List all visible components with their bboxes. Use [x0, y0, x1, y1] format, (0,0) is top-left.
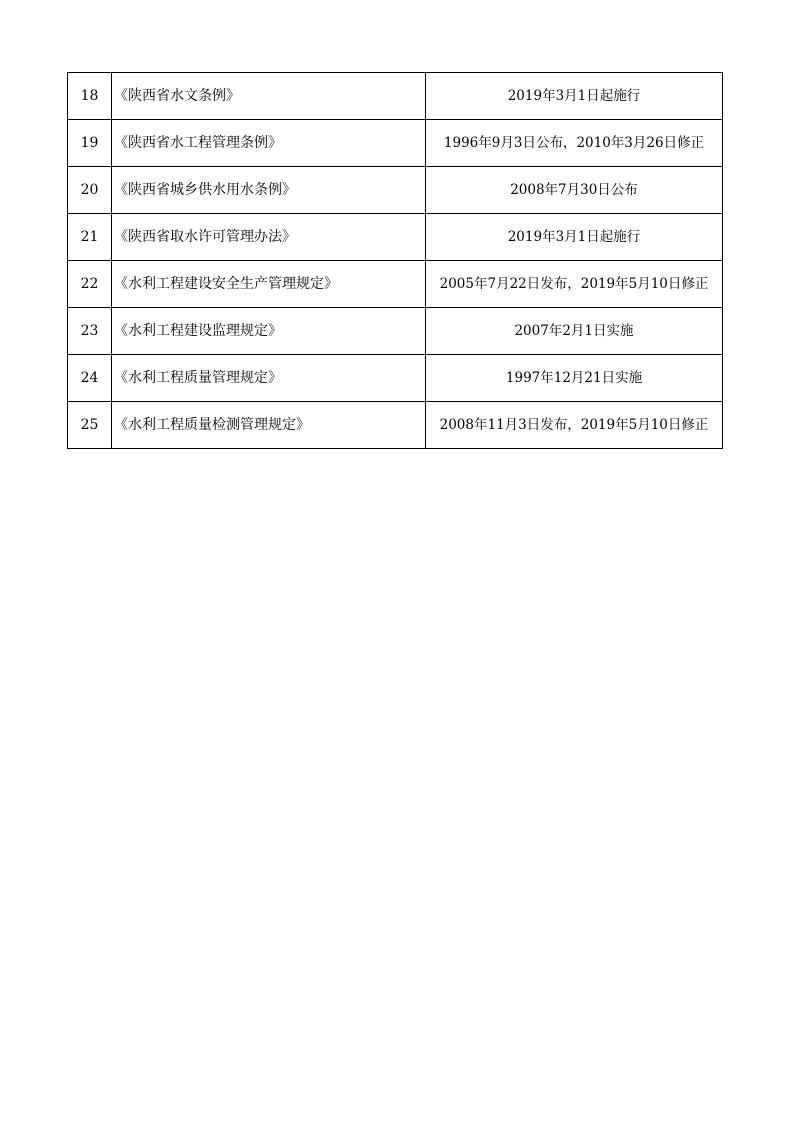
regulation-title: 《水利工程质量管理规定》	[112, 355, 426, 402]
table-row	[68, 214, 723, 261]
effective-date: 1996年9月3日公布，2010年3月26日修正	[426, 120, 723, 167]
row-number: 23	[68, 308, 112, 355]
regulation-title: 《水利工程质量检测管理规定》	[112, 402, 426, 449]
regulation-title: 《陕西省城乡供水用水条例》	[112, 167, 426, 214]
table-row	[68, 120, 723, 167]
row-number: 19	[68, 120, 112, 167]
row-number: 25	[68, 402, 112, 449]
effective-date: 2005年7月22日发布，2019年5月10日修正	[426, 261, 723, 308]
row-number: 20	[68, 167, 112, 214]
table-row	[68, 167, 723, 214]
table-row	[68, 261, 723, 308]
effective-date: 2008年7月30日公布	[426, 167, 723, 214]
regulation-title: 《水利工程建设安全生产管理规定》	[112, 261, 426, 308]
row-number: 24	[68, 355, 112, 402]
regulations-table	[67, 72, 723, 449]
effective-date: 1997年12月21日实施	[426, 355, 723, 402]
regulation-title: 《水利工程建设监理规定》	[112, 308, 426, 355]
effective-date: 2008年11月3日发布，2019年5月10日修正	[426, 402, 723, 449]
row-number: 21	[68, 214, 112, 261]
table-row	[68, 355, 723, 402]
effective-date: 2007年2月1日实施	[426, 308, 723, 355]
row-number: 18	[68, 73, 112, 120]
effective-date: 2019年3月1日起施行	[426, 214, 723, 261]
table-row	[68, 402, 723, 449]
regulation-title: 《陕西省水文条例》	[112, 73, 426, 120]
effective-date: 2019年3月1日起施行	[426, 73, 723, 120]
table-row	[68, 308, 723, 355]
table-row	[68, 73, 723, 120]
regulation-title: 《陕西省水工程管理条例》	[112, 120, 426, 167]
row-number: 22	[68, 261, 112, 308]
regulation-title: 《陕西省取水许可管理办法》	[112, 214, 426, 261]
